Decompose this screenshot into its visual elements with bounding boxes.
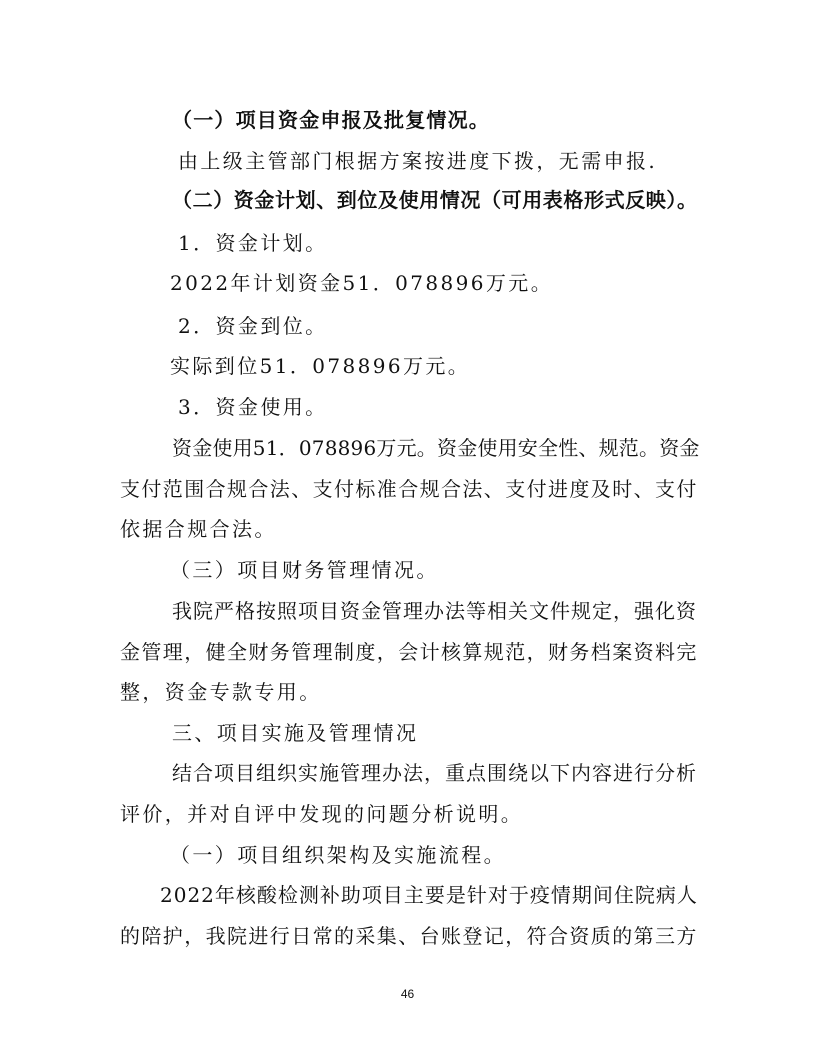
- paragraph-line: 金管理，健全财务管理制度，会计核算规范，财务档案资料完: [120, 640, 698, 664]
- section-heading-funding-application: （一）项目资金申报及批复情况。: [172, 108, 490, 132]
- section-heading-financial-management: （三）项目财务管理情况。: [170, 558, 439, 582]
- paragraph-line: 实际到位51．078896万元。: [170, 354, 471, 378]
- paragraph-line: 依据合规合法。: [120, 517, 277, 541]
- list-item-heading: 2．资金到位。: [178, 314, 328, 338]
- list-item-heading: 1．资金计划。: [178, 231, 328, 255]
- paragraph-line: 整，资金专款专用。: [120, 680, 322, 704]
- section-heading-organization: （一）项目组织架构及实施流程。: [170, 843, 506, 867]
- paragraph-line: 的陪护，我院进行日常的采集、台账登记，符合资质的第三方: [120, 924, 698, 948]
- paragraph-line: 结合项目组织实施管理办法，重点围绕以下内容进行分析: [172, 761, 697, 785]
- list-item-heading: 3．资金使用。: [178, 395, 328, 419]
- paragraph-line: 支付范围合规合法、支付标准合规合法、支付进度及时、支付: [120, 477, 698, 501]
- paragraph-line: 由上级主管部门根据方案按进度下拨，无需申报.: [178, 149, 658, 173]
- paragraph-line: 2022年计划资金51．078896万元。: [170, 271, 554, 295]
- section-heading-implementation: 三、项目实施及管理情况: [172, 721, 419, 745]
- paragraph-line: 我院严格按照项目资金管理办法等相关文件规定，强化资: [172, 599, 697, 623]
- page-number: 46: [400, 987, 415, 1001]
- paragraph-line: 评价，并对自评中发现的问题分析说明。: [120, 802, 524, 826]
- paragraph-line: 资金使用51．078896万元。资金使用安全性、规范。资金: [172, 436, 700, 460]
- paragraph-line: 2022年核酸检测补助项目主要是针对于疫情期间住院病人: [160, 883, 698, 907]
- section-heading-funding-plan: （二）资金计划、到位及使用情况（可用表格形式反映）。: [172, 188, 698, 212]
